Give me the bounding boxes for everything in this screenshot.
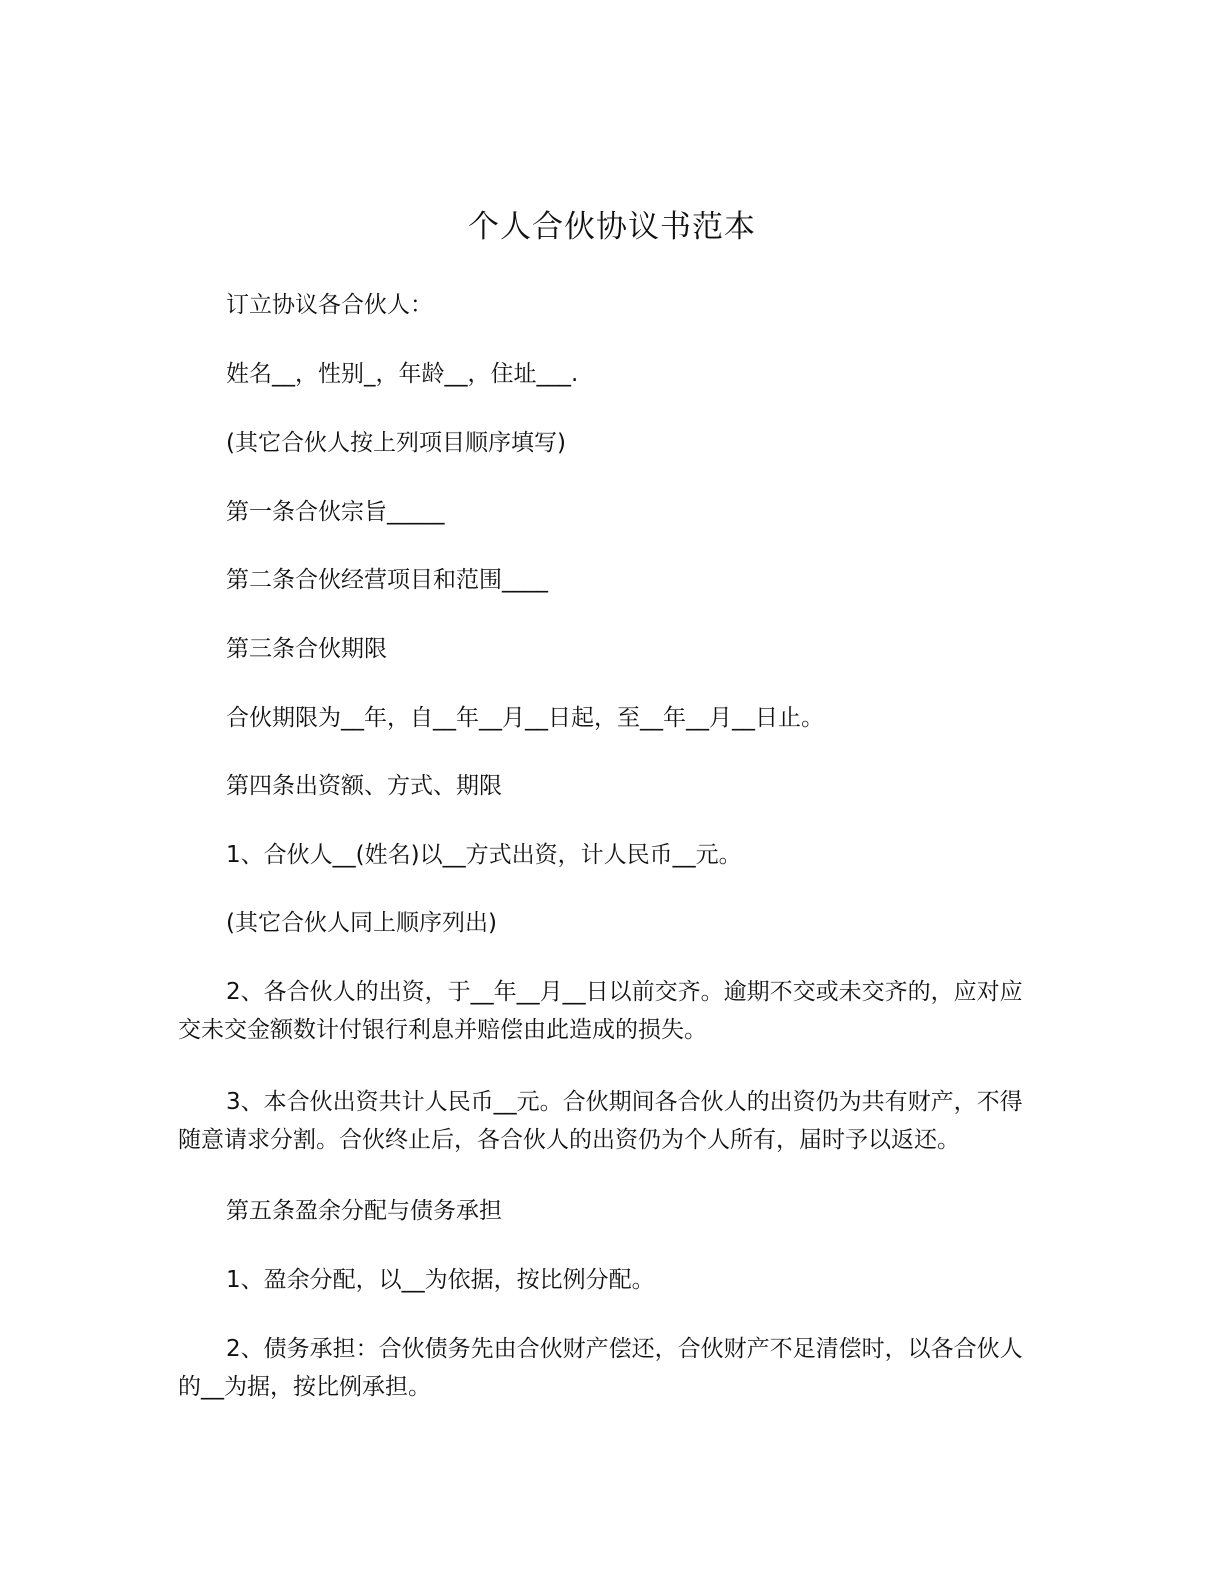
article-2-heading: 第二条合伙经营项目和范围____ (226, 567, 548, 593)
paragraph-party-info: 姓名__，性别_，年龄__，住址___. (226, 361, 579, 387)
paragraph-debt-liability: 2、债务承担：合伙债务先由合伙财产偿还，合伙财产不足清偿时，以各合伙人的__为据，按比例承担。 (178, 1336, 1023, 1400)
paragraph-parties-intro: 订立协议各合伙人： (226, 292, 433, 318)
article-5-heading: 第五条盈余分配与债务承担 (226, 1198, 502, 1224)
paragraph-other-parties-contribution: (其它合伙人同上顺序列出) (226, 910, 497, 936)
paragraph-other-parties-note: (其它合伙人按上列项目顺序填写) (226, 430, 566, 456)
paragraph-contribution-3: 3、本合伙出资共计人民币__元。合伙期间各合伙人的出资仍为共有财产，不得随意请求分割。合伙终止后，各合伙人的出资仍为个人所有，届时予以返还。 (178, 1089, 1023, 1153)
article-4-heading: 第四条出资额、方式、期限 (226, 773, 502, 799)
paragraph-profit-distribution: 1、盈余分配，以__为依据，按比例分配。 (226, 1267, 655, 1293)
article-1-heading: 第一条合伙宗旨_____ (226, 499, 445, 525)
paragraph-term: 合伙期限为__年，自__年__月__日起，至__年__月__日止。 (226, 705, 824, 731)
document-title: 个人合伙协议书范本 (468, 209, 756, 245)
paragraph-contribution-1: 1、合伙人__(姓名)以__方式出资，计人民币__元。 (226, 842, 742, 868)
paragraph-contribution-2: 2、各合伙人的出资，于__年__月__日以前交齐。逾期不交或未交齐的，应对应交未交金额数计付银行利息并赔偿由此造成的损失。 (178, 979, 1023, 1043)
article-3-heading: 第三条合伙期限 (226, 636, 387, 662)
